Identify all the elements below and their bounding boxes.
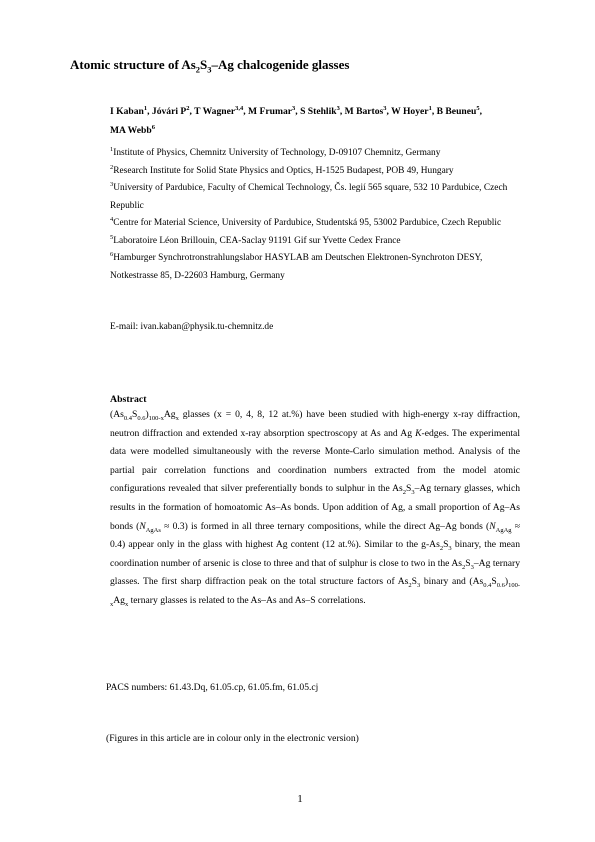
abstract-body: $(As_{0.4}S_{0.6})_{100-x}Ag_x$ glasses (x = 0, 4, 8, 12 at.%) have been studied with high-energy x-ray diffraction, neutron diffraction and extended x-ray absorption spectroscopy at As and Ag K-edges. The experimental data were modelled simultaneously with the reverse Monte-Carlo simulation method. Analysis of the partial pair correlation functions and coordination numbers extracted from the model atomic configurations revealed that silver preferentially bonds to sulphur in the $As_2S_3-Ag$ ternary glasses, which results in the formation of homoatomic As–As bonds. Upon addition of Ag, a small proportion of Ag–As bonds $(N_{AgAs} \approx 0.3)$ is formed in all three ternary compositions, while the direct Ag–Ag bonds $(N_{AgAg} \approx 0.4)$ appear only in the glass with highest Ag content (12 at.%). Similar to the $g-As_2S_3$ binary, the mean coordination number of arsenic is close to three and that of sulphur is close to two in the $As_2S_3-Ag$ ternary glasses. The first sharp diffraction peak on the total structure factors of $As_2S_3$ binary and $(As_{0.4}S_{0.6})_{100-x}Ag_x$ ternary glasses is related to the As–As and As–S correlations. (110, 409, 521, 608)
abstract-heading: Abstract (110, 394, 147, 405)
author-list (110, 103, 510, 141)
author: M Bartos$^3$, (344, 104, 392, 117)
page-number: 1 (297, 793, 303, 805)
affiliation-item: $^5$Laboratoire Léon Brillouin, CEA-Saclay 91191 Gif sur Yvette Cedex France (110, 233, 401, 246)
author: Jóvári $P^2$, (151, 104, 195, 117)
affiliation-item: $^6$Hamburger Synchrotronstrahlungslabor HASYLAB am Deutschen Elektronen-Synchroton DESY, Notkestrasse 85, D-22603 Hamburg, Germany (110, 250, 483, 281)
author: M Frumar$^3$, (248, 104, 301, 117)
author: I Kaban$^1$, (110, 104, 152, 117)
figures-note: (Figures in this article are in colour only in the electronic version) (106, 733, 359, 744)
author: T Wagner$^{3,4}$, (194, 104, 249, 117)
affiliation-item: $^3$University of Pardubice, Faculty of Chemical Technology, Čs. legií 565 square, 532 10 Pardubice, Czech Republic (110, 180, 508, 211)
contact-email: E-mail: ivan.kaban@physik.tu-chemnitz.de (110, 322, 274, 332)
paper-title: Atomic structure of $As_2S_3-Ag$ chalcogenide glasses (70, 57, 350, 75)
author: S Stehlik$^3$, (300, 104, 345, 117)
author: MA Webb$^6$ (110, 123, 155, 136)
author: W Hoyer$^1$, (391, 104, 437, 117)
affiliation-list (110, 145, 520, 285)
affiliation-item: $^2$Research Institute for Solid State Physics and Optics, H-1525 Budapest, POB 49, Hungary (110, 163, 454, 176)
author: B Beuneu$^5$, (436, 104, 482, 117)
affiliation-item: $^4$Centre for Material Science, University of Pardubice, Studentská 95, 53002 Pardubice, Czech Republic (110, 215, 502, 228)
affiliation-item: $^1$Institute of Physics, Chemnitz University of Technology, D-09107 Chemnitz, Germany (110, 145, 441, 158)
pacs-numbers: PACS numbers: 61.43.Dq, 61.05.cp, 61.05.fm, 61.05.cj (106, 682, 319, 693)
